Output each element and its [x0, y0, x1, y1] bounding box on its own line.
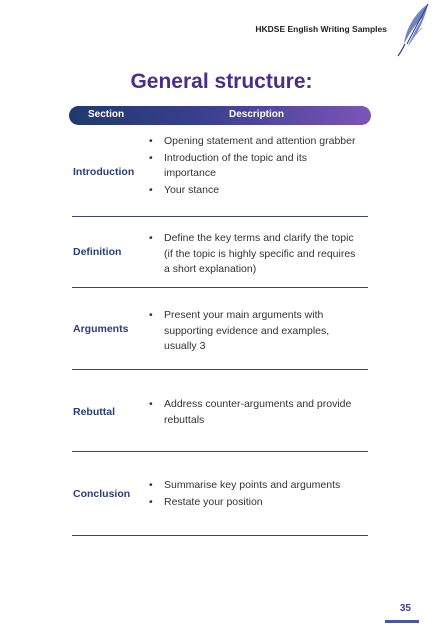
list-item: • Opening statement and attention grabber — [146, 134, 361, 150]
description-list — [146, 134, 361, 199]
description-list — [146, 397, 361, 429]
list-item: • Present your main arguments with supporting evidence and examples, usually 3 — [146, 308, 361, 355]
section-label: Conclusion — [73, 488, 131, 500]
section-label: Introduction — [73, 166, 135, 178]
list-item: • Summarise key points and arguments — [146, 478, 361, 494]
column-header-description: Description — [229, 109, 285, 120]
list-item: • Restate your position — [146, 495, 361, 511]
description-list — [146, 478, 361, 511]
table-row-conclusion — [72, 452, 368, 536]
page-number: 35 — [399, 603, 411, 614]
quill-pen-icon — [392, 2, 432, 58]
header-text: HKDSE English Writing Samples — [255, 24, 387, 34]
section-label: Definition — [73, 246, 122, 258]
list-item: • Your stance — [146, 183, 361, 199]
table-header — [69, 106, 371, 125]
description-list — [146, 231, 361, 279]
table-row-arguments — [72, 288, 368, 370]
page-title: General structure: — [130, 70, 313, 93]
table-row-rebuttal — [72, 370, 368, 452]
list-item: • Define the key terms and clarify the topic (if the topic is highly specific and requires a short explanation) — [146, 231, 361, 278]
list-item: • Introduction of the topic and its importance — [146, 151, 361, 182]
section-label: Arguments — [73, 323, 129, 335]
description-list — [146, 308, 361, 356]
table-row-definition — [72, 217, 368, 288]
table-row-introduction — [72, 125, 368, 217]
list-item: • Address counter-arguments and provide rebuttals — [146, 397, 361, 428]
column-header-section: Section — [88, 109, 125, 120]
section-label: Rebuttal — [73, 406, 115, 418]
page-number-bar — [385, 620, 419, 623]
